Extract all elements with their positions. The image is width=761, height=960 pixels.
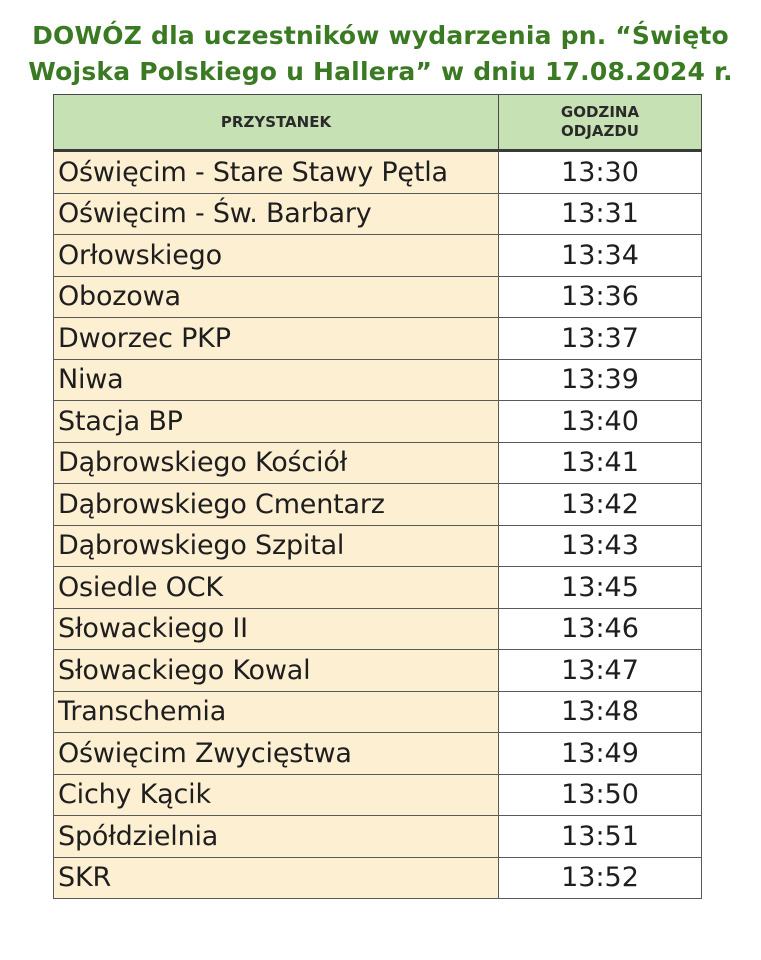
table-row: [54, 193, 702, 235]
table-row: [54, 484, 702, 526]
departure-time-cell: 13:40: [499, 401, 702, 443]
stop-name-cell: Niwa: [54, 359, 499, 401]
stop-name-cell: Dąbrowskiego Cmentarz: [54, 484, 499, 526]
table-row: [54, 442, 702, 484]
header-stop: PRZYSTANEK: [54, 95, 499, 151]
stop-name-cell: SKR: [54, 857, 499, 899]
stop-name-cell: Słowackiego Kowal: [54, 650, 499, 692]
departure-time-cell: 13:51: [499, 816, 702, 858]
departure-time-cell: 13:31: [499, 193, 702, 235]
stop-name-cell: Stacja BP: [54, 401, 499, 443]
table-row: [54, 733, 702, 775]
departure-time-cell: 13:39: [499, 359, 702, 401]
header-time-line-2: ODJAZDU: [561, 122, 639, 140]
table-row: [54, 359, 702, 401]
table-row: [54, 318, 702, 360]
table-row: [54, 691, 702, 733]
stop-name-cell: Obozowa: [54, 276, 499, 318]
departure-time-cell: 13:52: [499, 857, 702, 899]
table-row: [54, 816, 702, 858]
page-title: [0, 18, 761, 90]
stop-name-cell: Orłowskiego: [54, 235, 499, 277]
departure-time-cell: 13:41: [499, 442, 702, 484]
departure-time-cell: 13:37: [499, 318, 702, 360]
departure-time-cell: 13:49: [499, 733, 702, 775]
stop-name-cell: Osiedle OCK: [54, 567, 499, 609]
stop-name-cell: Dąbrowskiego Kościół: [54, 442, 499, 484]
departure-time-cell: 13:42: [499, 484, 702, 526]
table-header-row: [54, 95, 702, 151]
departure-time-cell: 13:34: [499, 235, 702, 277]
stop-name-cell: Dworzec PKP: [54, 318, 499, 360]
table-row: [54, 567, 702, 609]
table-row: [54, 151, 702, 194]
table-row: [54, 650, 702, 692]
departure-time-cell: 13:36: [499, 276, 702, 318]
stop-name-cell: Cichy Kącik: [54, 774, 499, 816]
table-row: [54, 235, 702, 277]
departure-time-cell: 13:50: [499, 774, 702, 816]
table-row: [54, 276, 702, 318]
table-row: [54, 608, 702, 650]
departure-time-cell: 13:47: [499, 650, 702, 692]
stop-name-cell: Oświęcim - Św. Barbary: [54, 193, 499, 235]
departure-time-cell: 13:48: [499, 691, 702, 733]
stop-name-cell: Dąbrowskiego Szpital: [54, 525, 499, 567]
stop-name-cell: Spółdzielnia: [54, 816, 499, 858]
stop-name-cell: Oświęcim - Stare Stawy Pętla: [54, 151, 499, 194]
stop-name-cell: Słowackiego II: [54, 608, 499, 650]
stop-name-cell: Transchemia: [54, 691, 499, 733]
table-row: [54, 525, 702, 567]
departure-time-cell: 13:43: [499, 525, 702, 567]
title-line-1: DOWÓZ dla uczestników wydarzenia pn. “Święto: [32, 21, 729, 50]
departure-time-cell: 13:30: [499, 151, 702, 194]
table-row: [54, 401, 702, 443]
table-row: [54, 857, 702, 899]
header-time-line-1: GODZINA: [560, 103, 640, 121]
title-line-2: Wojska Polskiego u Hallera” w dniu 17.08.2024 r.: [28, 57, 733, 86]
table-row: [54, 774, 702, 816]
departure-time-cell: 13:46: [499, 608, 702, 650]
departure-time-cell: 13:45: [499, 567, 702, 609]
stop-name-cell: Oświęcim Zwycięstwa: [54, 733, 499, 775]
schedule-table: [53, 94, 702, 899]
header-departure-time: [499, 95, 702, 151]
schedule-body: [54, 151, 702, 899]
